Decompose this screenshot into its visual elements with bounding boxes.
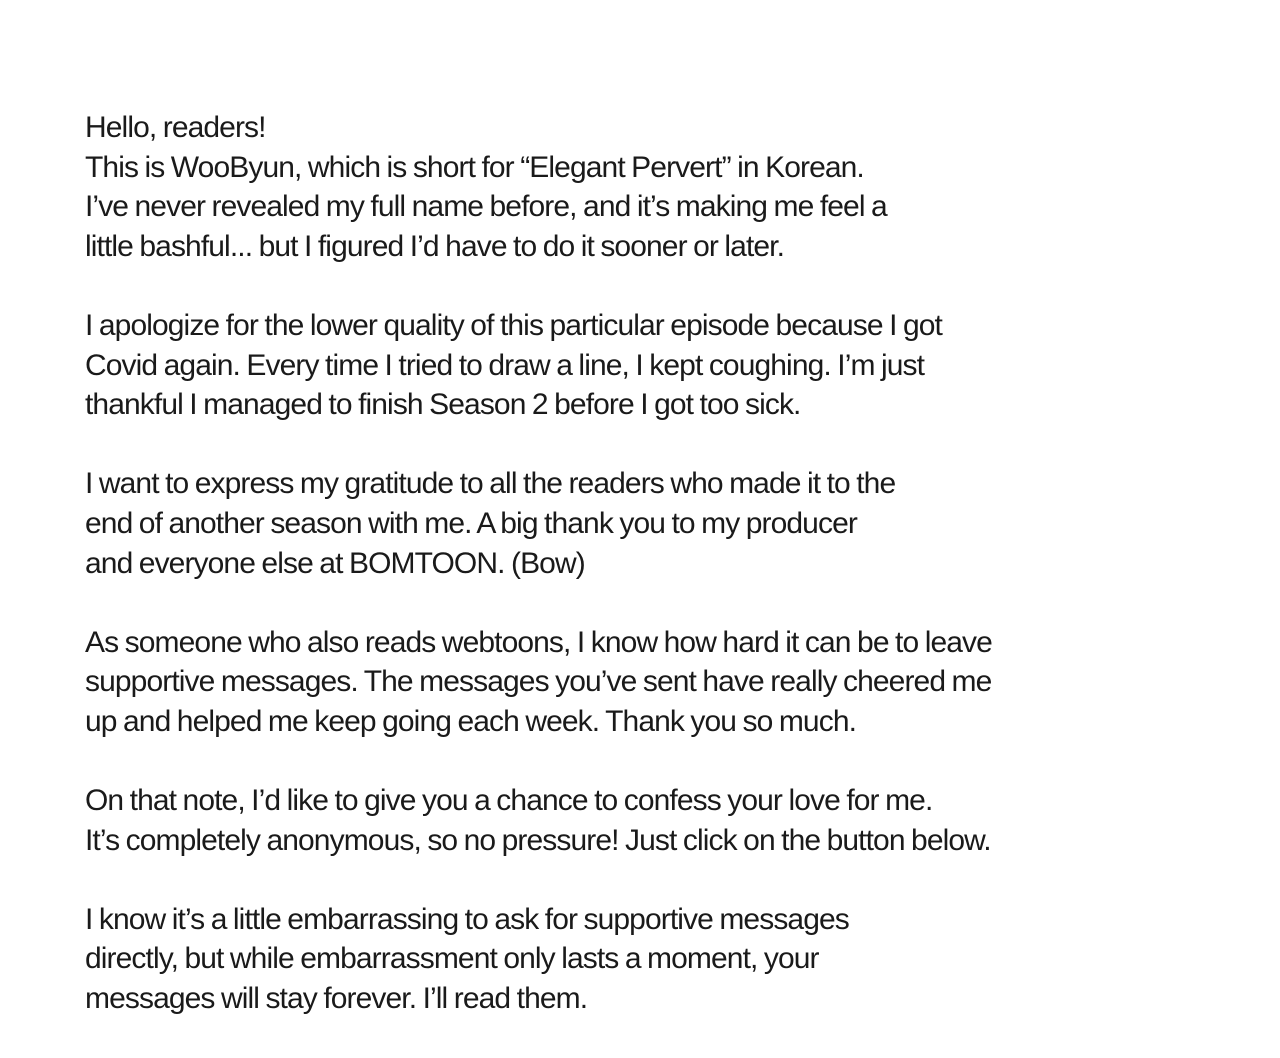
text-line: As someone who also reads webtoons, I know how hard it can be to leave (85, 625, 992, 659)
text-line: and everyone else at BOMTOON. (Bow) (85, 546, 585, 580)
text-line: I apologize for the lower quality of this particular episode because I got (85, 308, 942, 342)
closing-paragraph (85, 900, 1245, 1019)
text-line: up and helped me keep going each week. Thank you so much. (85, 704, 857, 738)
greeting-paragraph (85, 108, 1245, 266)
text-line: On that note, I’d like to give you a chance to confess your love for me. (85, 784, 933, 818)
text-line: thankful I managed to finish Season 2 before I got too sick. (85, 388, 801, 422)
text-line: I know it’s a little embarrassing to ask for supportive messages (85, 902, 849, 936)
apology-paragraph (85, 306, 1245, 425)
author-letter (85, 108, 1245, 1058)
text-line: It’s completely anonymous, so no pressure! Just click on the button below. (85, 823, 991, 857)
text-line: Hello, readers! (85, 111, 266, 144)
text-line: Covid again. Every time I tried to draw a line, I kept coughing. I’m just (85, 348, 925, 382)
confession-paragraph (85, 781, 1245, 860)
text-line: I want to express my gratitude to all the readers who made it to the (85, 467, 896, 501)
messages-paragraph (85, 623, 1245, 742)
text-line: little bashful... but I figured I’d have to do it sooner or later. (85, 229, 785, 263)
text-line: directly, but while embarrassment only lasts a moment, your (85, 942, 819, 976)
gratitude-paragraph (85, 464, 1245, 583)
text-line: I’ve never revealed my full name before, and it’s making me feel a (85, 190, 887, 224)
text-line: end of another season with me. A big thank you to my producer (85, 506, 857, 540)
text-line: This is WooByun, which is short for “Elegant Pervert” in Korean. (85, 150, 864, 184)
text-line: messages will stay forever. I’ll read them. (85, 982, 588, 1016)
text-line: supportive messages. The messages you’ve sent have really cheered me (85, 665, 992, 699)
